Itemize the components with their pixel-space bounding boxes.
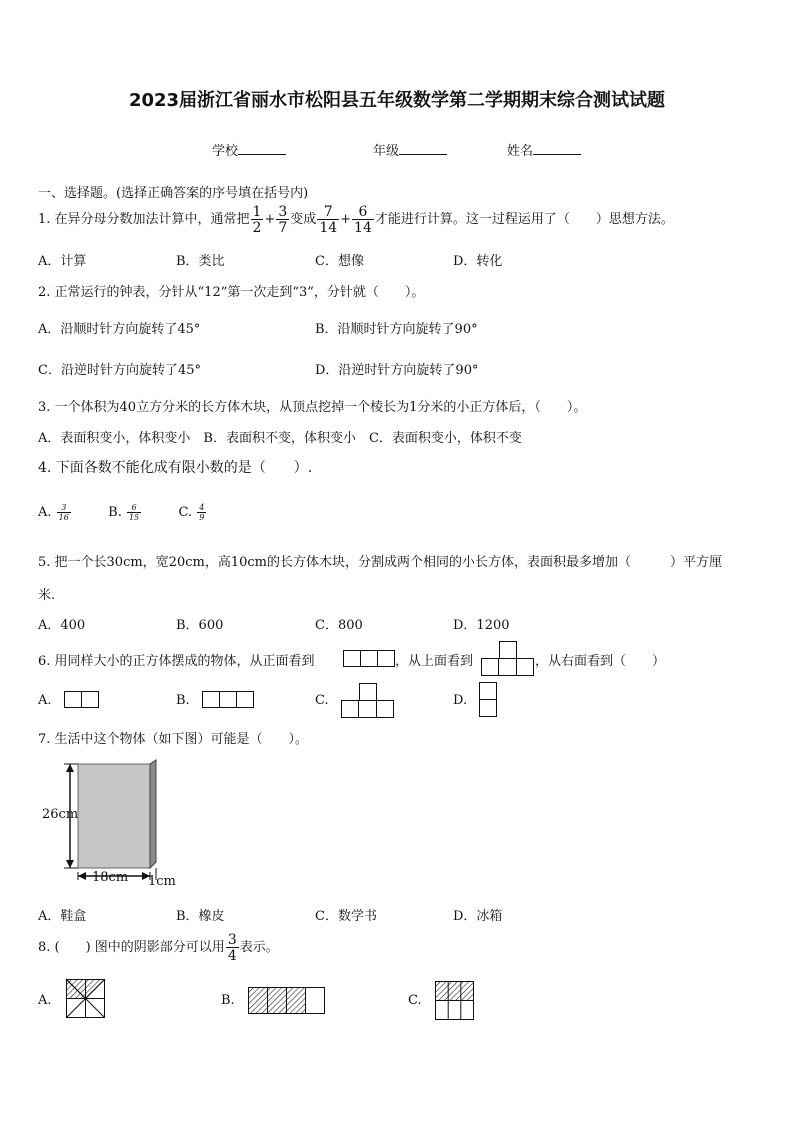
q8-option-b[interactable]: B. xyxy=(221,993,235,1008)
fraction-3-7: $\frac{3}{7}$ xyxy=(278,203,288,236)
q6-option-b-figure xyxy=(202,691,256,709)
top-view-figure xyxy=(481,641,535,677)
question-6-part1: 6. 用同样大小的正方体摆成的物体，从正面看到 xyxy=(38,654,315,669)
grade-field xyxy=(373,140,447,159)
school-blank[interactable] xyxy=(238,142,286,155)
fraction-6-14: $\frac{6}{14}$ xyxy=(354,203,372,236)
q1-prefix: 1. 在异分母分数加法计算中，通常把 xyxy=(38,212,250,227)
q1-option-d[interactable]: D．转化 xyxy=(453,254,503,269)
q4-option-a[interactable]: A. xyxy=(38,505,52,520)
grade-label: 年级 xyxy=(373,144,400,159)
depth-label: 1cm xyxy=(148,874,176,889)
school-label: 学校 xyxy=(212,144,239,159)
q6-option-a-figure xyxy=(64,691,100,709)
q5-option-c[interactable]: C．800 xyxy=(315,618,363,633)
page-title: 2023届浙江省丽水市松阳县五年级数学第二学期期末综合测试试题 xyxy=(128,90,666,111)
q1-mid: 变成 xyxy=(290,212,317,227)
name-blank[interactable] xyxy=(533,142,581,155)
name-label: 姓名 xyxy=(507,144,534,159)
q8-prefix: 8. ( ) 图中的阴影部分可以用 xyxy=(38,940,225,955)
q8-option-a[interactable]: A. xyxy=(38,993,52,1008)
question-3: 3. 一个体积为40立方分米的长方体木块，从顶点挖掉一个棱长为1分米的小正方体后，（ ）。 xyxy=(38,400,587,415)
q5-option-d[interactable]: D．1200 xyxy=(453,618,510,633)
q6-option-c[interactable]: C. xyxy=(315,693,329,708)
grade-blank[interactable] xyxy=(399,142,447,155)
question-6-part3: ，从右面看到（ ） xyxy=(535,654,666,669)
q7-option-d[interactable]: D．冰箱 xyxy=(453,909,503,924)
name-field xyxy=(507,140,581,159)
q8-option-a-figure xyxy=(66,979,106,1019)
height-label: 26cm xyxy=(42,807,79,822)
section-heading: 一、选择题。(选择正确答案的序号填在括号内) xyxy=(38,186,309,201)
q8-suffix: 表示。 xyxy=(239,940,279,955)
q1-option-a[interactable]: A．计算 xyxy=(38,254,87,269)
question-1 xyxy=(38,202,674,238)
q7-option-c[interactable]: C．数学书 xyxy=(315,909,377,924)
plus-sign: + xyxy=(340,212,352,227)
fraction-3-16: $\frac{3}{16}$ xyxy=(58,502,69,522)
fraction-1-2: $\frac{1}{2}$ xyxy=(252,203,262,236)
fraction-4-9: $\frac{4}{9}$ xyxy=(199,502,205,522)
plus-sign: + xyxy=(264,212,276,227)
q6-option-b[interactable]: B. xyxy=(176,693,190,708)
q4-options xyxy=(38,498,207,528)
question-8 xyxy=(38,930,279,966)
q2-option-b[interactable]: B．沿顺时针方向旋转了90° xyxy=(315,322,478,337)
question-6-part2: ，从上面看到 xyxy=(395,654,474,669)
q4-option-b[interactable]: B. xyxy=(108,505,122,520)
q6-option-d-figure xyxy=(479,682,499,718)
q6-option-d[interactable]: D. xyxy=(453,693,468,708)
q4-option-c[interactable]: C. xyxy=(178,505,193,520)
q1-option-c[interactable]: C．想像 xyxy=(315,254,364,269)
q8-option-c-figure xyxy=(435,981,475,1021)
q8-option-c[interactable]: C. xyxy=(408,993,422,1008)
q3-options[interactable]: A．表面积变小，体积变小 B．表面积不变，体积变小 C．表面积变小，体积不变 xyxy=(38,431,522,446)
question-4: 4. 下面各数不能化成有限小数的是（ ）. xyxy=(38,460,313,476)
question-7: 7. 生活中这个物体（如下图）可能是（ ）。 xyxy=(38,732,309,747)
q2-option-a[interactable]: A．沿顺时针方向旋转了45° xyxy=(38,322,201,337)
q8-option-b-figure xyxy=(248,987,328,1015)
fraction-7-14: $\frac{7}{14}$ xyxy=(319,203,338,236)
question-2: 2. 正常运行的钟表，分针从“12”第一次走到“3”，分针就（ ）。 xyxy=(38,285,425,300)
q5-option-b[interactable]: B．600 xyxy=(176,618,224,633)
fraction-3-4: $\frac{3}{4}$ xyxy=(227,931,237,964)
q6-option-c-figure xyxy=(341,683,395,719)
q6-option-a[interactable]: A. xyxy=(38,693,52,708)
q7-option-a[interactable]: A．鞋盒 xyxy=(38,909,87,924)
fraction-6-15: $\frac{6}{15}$ xyxy=(128,502,140,522)
q7-option-b[interactable]: B．橡皮 xyxy=(176,909,225,924)
question-5-line2: 米. xyxy=(38,588,56,603)
q2-option-d[interactable]: D．沿逆时针方向旋转了90° xyxy=(315,363,479,378)
q5-option-a[interactable]: A．400 xyxy=(38,618,86,633)
q2-option-c[interactable]: C．沿逆时针方向旋转了45° xyxy=(38,363,201,378)
q1-suffix: 才能进行计算。这一过程运用了（ ）思想方法。 xyxy=(374,212,674,227)
front-view-figure xyxy=(343,650,395,668)
school-field xyxy=(212,140,286,159)
question-5-line1: 5. 把一个长30cm，宽20cm，高10cm的长方体木块，分割成两个相同的小长方体，表面积最多增加（ ）平方厘 xyxy=(38,555,722,570)
width-label: 18cm xyxy=(92,870,129,885)
q1-option-b[interactable]: B．类比 xyxy=(176,254,225,269)
